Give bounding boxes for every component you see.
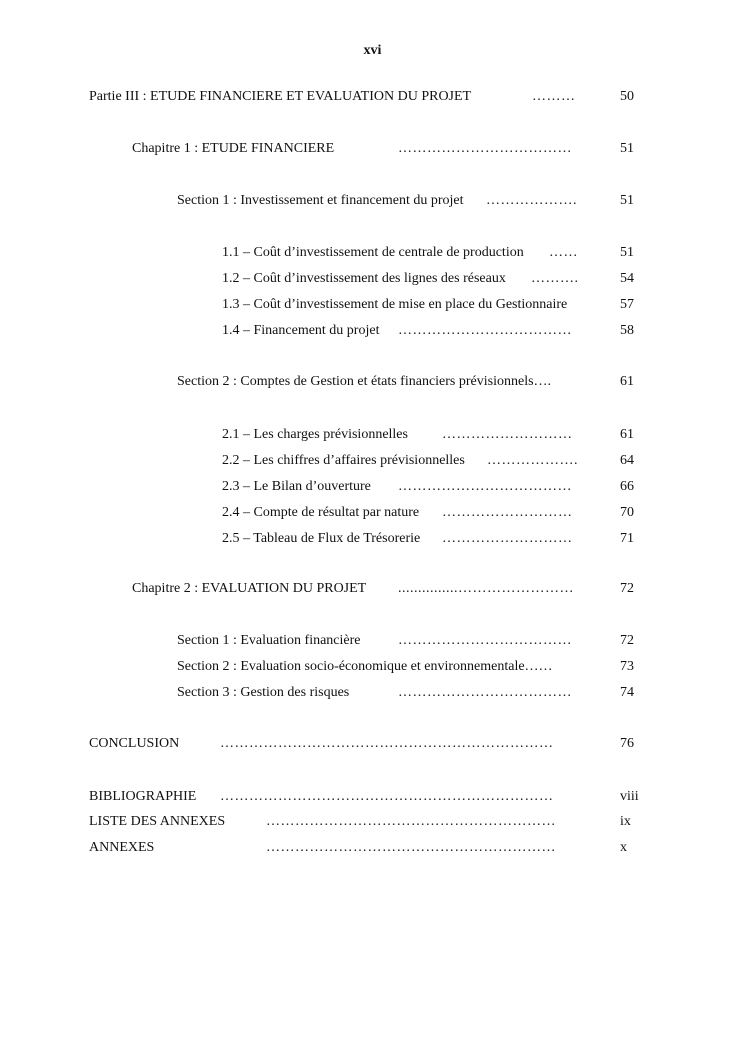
toc-entry-page: 76 [620,736,634,751]
toc-entry-title: Section 1 : Investissement et financement du projet [177,193,464,208]
toc-entry-page: 72 [620,633,634,648]
toc-entry-page: 66 [620,479,634,494]
toc-entry-title: 2.4 – Compte de résultat par nature [222,505,420,520]
toc-entry-page: 58 [620,323,634,338]
toc-entry-page: x [620,840,627,855]
toc-entry-leader: ……………………… [442,531,573,546]
toc-entry-page: 64 [620,453,634,468]
toc-entry-page: 70 [620,505,634,520]
toc-entry-leader: ……………………… [442,505,573,520]
toc-entry-page: 54 [620,271,634,286]
toc-entry-leader: ……………………………… [398,633,572,648]
toc-entry-title: Chapitre 2 : EVALUATION DU PROJET [132,581,367,596]
toc-entry-page: 51 [620,141,634,156]
page-number: xvi [363,43,382,58]
toc-entry-title: 2.2 – Les chiffres d’affaires prévisionnelles [222,453,465,468]
toc-entry-page: 51 [620,193,634,208]
toc-entry-title: ANNEXES [89,840,155,855]
toc-entry-title: 2.5 – Tableau de Flux de Trésorerie [222,531,421,546]
toc-entry-page: 57 [620,297,634,312]
toc-entry-title: Section 2 : Comptes de Gestion et états financiers prévisionnels…. [177,374,552,389]
toc-entry-leader: ………………. [486,193,577,208]
toc-entry-page: 74 [620,685,634,700]
toc-entry-page: 51 [620,245,634,260]
toc-entry-title: BIBLIOGRAPHIE [89,789,197,804]
toc-entry-leader: ……………………………… [398,685,572,700]
toc-entry-leader: ...............…………………… [398,581,574,596]
toc-entry-leader: …………………………………………………………… [220,789,554,804]
toc-entry-leader: …………………………………………………………… [220,736,554,751]
toc-entry-title: Section 2 : Evaluation socio-économique et environnementale…… [177,659,553,674]
toc-entry-page: 71 [620,531,634,546]
toc-entry-title: 2.3 – Le Bilan d’ouverture [222,479,371,494]
toc-entry-title: Section 3 : Gestion des risques [177,685,350,700]
toc-entry-leader: …………………………………………………… [266,814,556,829]
toc-entry-leader: ………………. [487,453,578,468]
toc-entry-leader: …… [549,245,578,260]
toc-entry-title: LISTE DES ANNEXES [89,814,226,829]
toc-entry-page: viii [620,789,639,804]
toc-entry-leader: ……………………………… [398,141,572,156]
toc-entry-leader: ……………………… [442,427,573,442]
toc-entry-leader: …………………………………………………… [266,840,556,855]
toc-entry-page: 72 [620,581,634,596]
toc-entry-page: ix [620,814,631,829]
toc-entry-leader: ………. [531,271,579,286]
toc-entry-page: 61 [620,374,634,389]
toc-entry-title: 1.3 – Coût d’investissement de mise en place du Gestionnaire [222,297,568,312]
toc-entry-title: Chapitre 1 : ETUDE FINANCIERE [132,141,335,156]
toc-entry-leader: ……………………………… [398,323,572,338]
toc-entry-leader: ……………………………… [398,479,572,494]
toc-entry-title: Section 1 : Evaluation financière [177,633,361,648]
toc-entry-title: 1.4 – Financement du projet [222,323,380,338]
toc-entry-page: 61 [620,427,634,442]
toc-entry-page: 73 [620,659,634,674]
toc-entry-title: 1.1 – Coût d’investissement de centrale de production [222,245,524,260]
toc-entry-title: 2.1 – Les charges prévisionnelles [222,427,408,442]
toc-entry-title: 1.2 – Coût d’investissement des lignes des réseaux [222,271,506,286]
toc-entry-title: Partie III : ETUDE FINANCIERE ET EVALUATION DU PROJET [89,89,472,104]
toc-entry-page: 50 [620,89,634,104]
toc-entry-title: CONCLUSION [89,736,180,751]
toc-entry-leader: ……… [532,89,576,104]
